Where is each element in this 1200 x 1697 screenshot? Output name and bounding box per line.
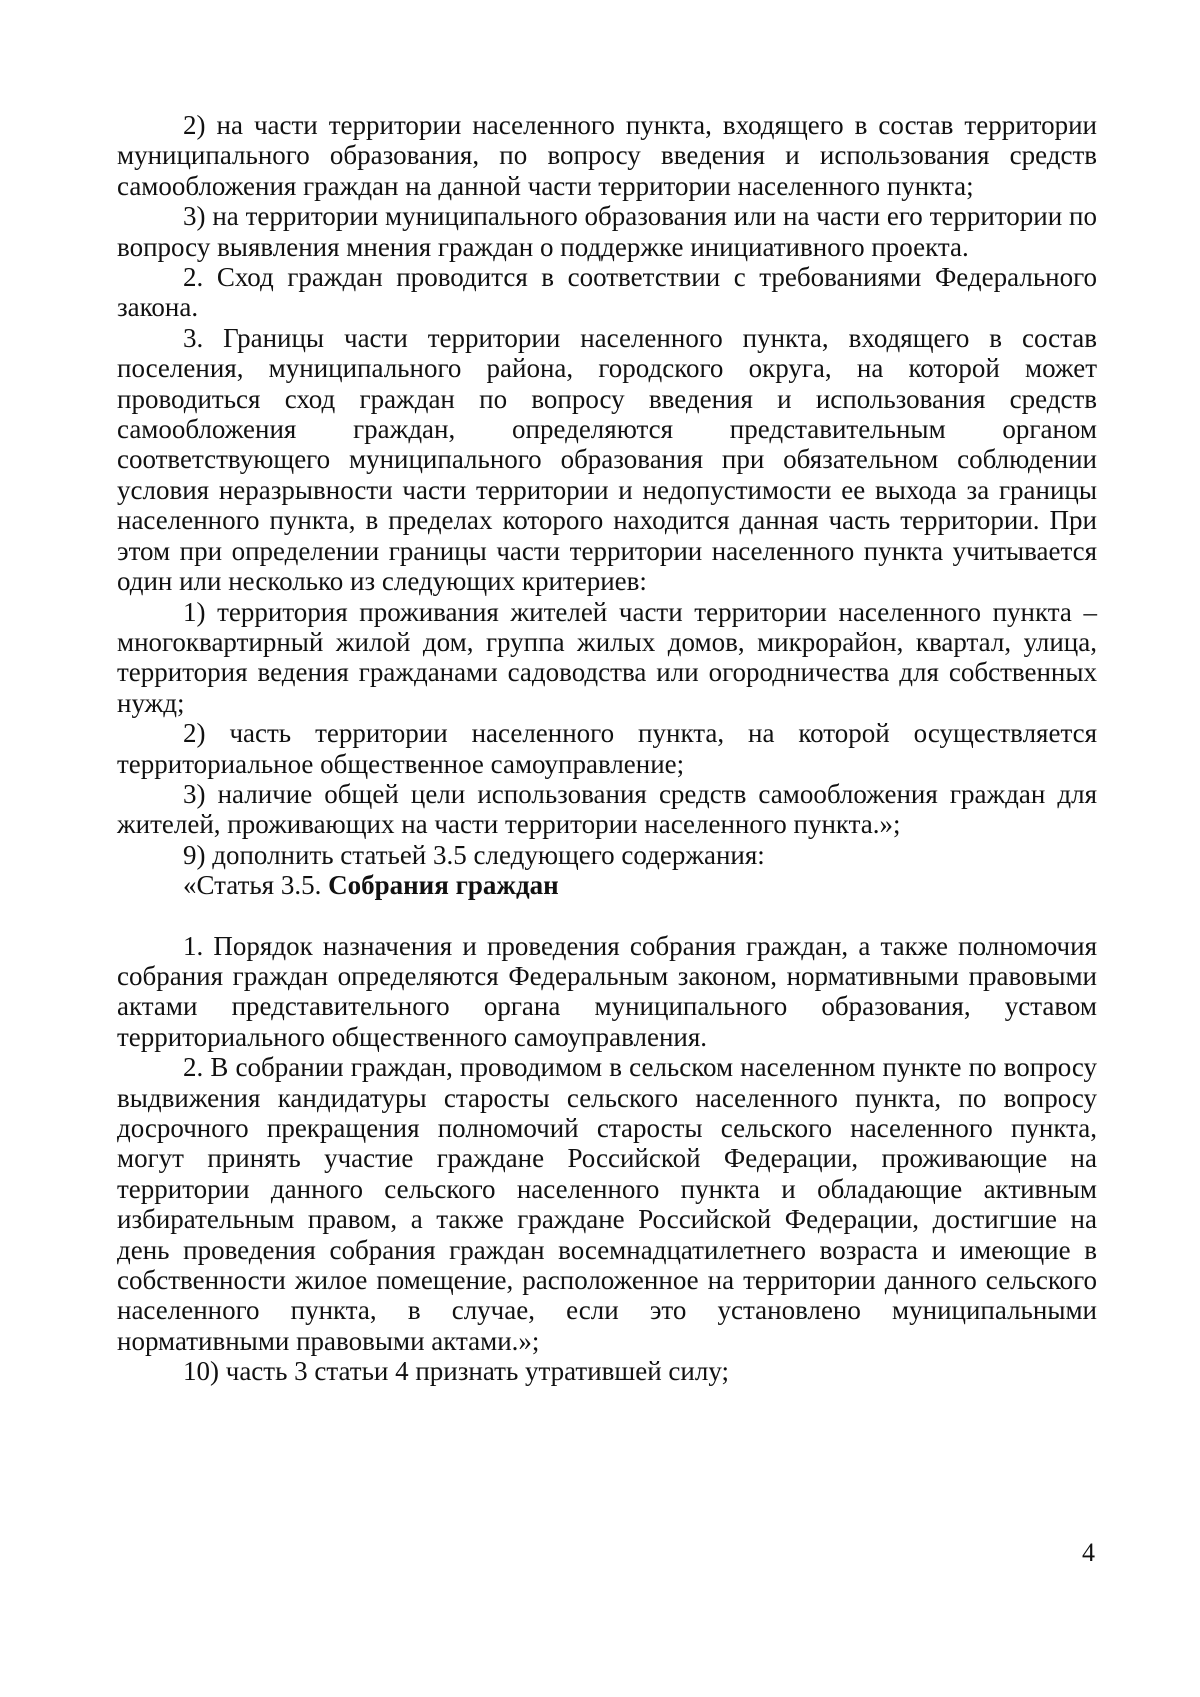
article-heading — [117, 870, 1097, 900]
article-heading-title: Собрания граждан — [328, 870, 559, 901]
paragraph-amendment-10: 10) часть 3 статьи 4 признать утратившей силу; — [183, 1356, 729, 1387]
paragraph-criterion-3: 3) наличие общей цели использования средств самообложения граждан для жителей, проживающих на части территории населенного пункта.»; — [117, 778, 1097, 840]
paragraph-clause-3-boundaries: 3. Границы части территории населенного пункта, входящего в состав поселения, муниципального района, городского округа, на которой может проводиться сход граждан по вопросу введения и использования средств самообложения граждан, определяются представительным органом соответствующего муниципального образования при обязательном соблюдении условия неразрывности части территории и недопустимости ее выхода за границы населенного пункта, в пределах которого находится данная часть территории. При этом при определении границы части территории населенного пункта учитывается один или несколько из следующих критериев: — [117, 322, 1097, 597]
paragraph-criterion-1: 1) территория проживания жителей части территории населенного пункта – многоквартирный жилой дом, группа жилых домов, микрорайон, квартал, улица, территория ведения гражданами садоводства или огородничества для собственных нужд; — [117, 596, 1097, 718]
page-number: 4 — [1082, 1538, 1095, 1567]
paragraph-clause-2-federal-law: 2. Сход граждан проводится в соответствии с требованиями Федерального закона. — [117, 262, 1097, 323]
paragraph-amendment-9: 9) дополнить статьей 3.5 следующего содержания: — [183, 839, 765, 870]
article-heading-prefix: «Статья 3.5. — [183, 870, 329, 901]
heading-spacer — [117, 901, 1097, 931]
paragraph-item-3-initiative-project: 3) на территории муниципального образования или на части его территории по вопросу выявления мнения граждан о поддержке инициативного проекта. — [117, 201, 1097, 262]
paragraph-article-clause-2: 2. В собрании граждан, проводимом в сельском населенном пункте по вопросу выдвижения кандидатуры старосты сельского населенного пункта, по вопросу досрочного прекращения полномочий старосты сельского населенного пункта, могут принять участие граждане Российской Федерации, проживающие на территории данного сельского населенного пункта и обладающие активным избирательным правом, а также граждане Российской Федерации, достигшие на день проведения собрания граждан восемнадцатилетнего возраста и имеющие в собственности жилое помещение, расположенное на территории данного сельского населенного пункта, в случае, если это установлено муниципальными нормативными правовыми актами.»; — [117, 1052, 1097, 1356]
document-page — [117, 110, 1097, 1387]
paragraph-article-clause-1: 1. Порядок назначения и проведения собрания граждан, а также полномочия собрания граждан определяются Федеральным законом, нормативными правовыми актами представительного органа муниципального образования, уставом территориального общественного самоуправления. — [117, 930, 1097, 1052]
paragraph-item-2-partial-territory: 2) на части территории населенного пункта, входящего в состав территории муниципального образования, по вопросу введения и использования средств самообложения граждан на данной части территории населенного пункта; — [117, 110, 1097, 201]
paragraph-criterion-2: 2) часть территории населенного пункта, на которой осуществляется территориальное общественное самоуправление; — [117, 718, 1097, 779]
